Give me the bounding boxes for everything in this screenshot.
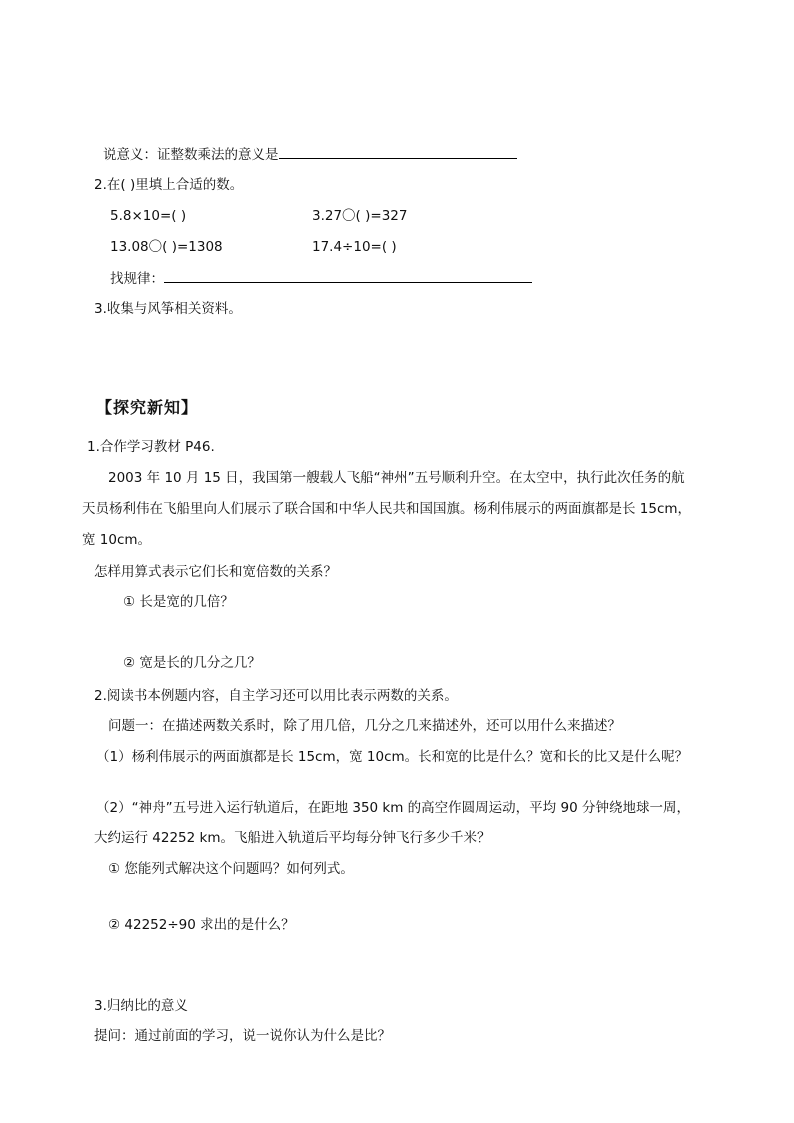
item1-title: 1.合作学习教材 P46. xyxy=(87,439,215,455)
item3-title: 3.归纳比的意义 xyxy=(94,998,188,1014)
q2-row2-a: 13.08〇( )=1308 xyxy=(110,239,223,255)
section-heading: 【探究新知】 xyxy=(96,398,199,417)
find-rule-line xyxy=(110,268,532,289)
meaning-answer-blank[interactable] xyxy=(279,144,517,159)
item3-prompt: 提问：通过前面的学习，说一说你认为什么是比？ xyxy=(94,1028,391,1044)
item2-q2-line2: 大约运行 42252 km。飞船进入轨道后平均每分钟飞行多少千米？ xyxy=(94,830,491,846)
find-rule-label: 找规律： xyxy=(110,271,164,287)
q2-row1-a: 5.8×10=( ) xyxy=(110,208,187,224)
item2-q1: （1）杨利伟展示的两面旗都是长 15cm，宽 10cm。长和宽的比是什么？宽和长的比又是什么呢？ xyxy=(96,749,689,765)
item2-title: 2.阅读书本例题内容，自主学习还可以用比表示两数的关系。 xyxy=(94,688,458,704)
item2-q2-sub1: ① 您能列式解决这个问题吗？如何列式。 xyxy=(108,861,354,877)
find-rule-blank[interactable] xyxy=(164,268,532,283)
item2-q2-sub2: ② 42252÷90 求出的是什么？ xyxy=(108,917,295,933)
q3-text: 3.收集与风筝相关资料。 xyxy=(94,301,242,317)
item1-paragraph-line3: 宽 10cm。 xyxy=(82,532,152,548)
q2-row1-b: 3.27〇( )=327 xyxy=(312,208,408,224)
q2-row2-b: 17.4÷10=( ) xyxy=(312,239,397,255)
item2-q2-line1: （2）“神舟”五号进入运行轨道后，在距地 350 km 的高空作圆周运动，平均 90 分钟绕地球一周， xyxy=(96,800,690,816)
meaning-prompt: 说意义：证整数乘法的意义是 xyxy=(103,147,279,163)
q2-title: 2.在( )里填上合适的数。 xyxy=(94,177,244,193)
item1-paragraph-line1: 2003 年 10 月 15 日，我国第一艘载人飞船“神州”五号顺利升空。在太空中，执行此次任务的航 xyxy=(108,470,685,486)
item1-paragraph-line2: 天员杨利伟在飞船里向人们展示了联合国和中华人民共和国国旗。杨利伟展示的两面旗都是长 15cm， xyxy=(82,501,692,517)
item1-sub2: ② 宽是长的几分之几？ xyxy=(123,655,261,671)
meaning-line xyxy=(103,144,517,165)
item1-question: 怎样用算式表示它们长和宽倍数的关系？ xyxy=(94,564,337,580)
item2-problem1: 问题一：在描述两数关系时，除了用几倍，几分之几来描述外，还可以用什么来描述？ xyxy=(108,718,621,734)
item1-sub1: ① 长是宽的几倍？ xyxy=(123,594,234,610)
